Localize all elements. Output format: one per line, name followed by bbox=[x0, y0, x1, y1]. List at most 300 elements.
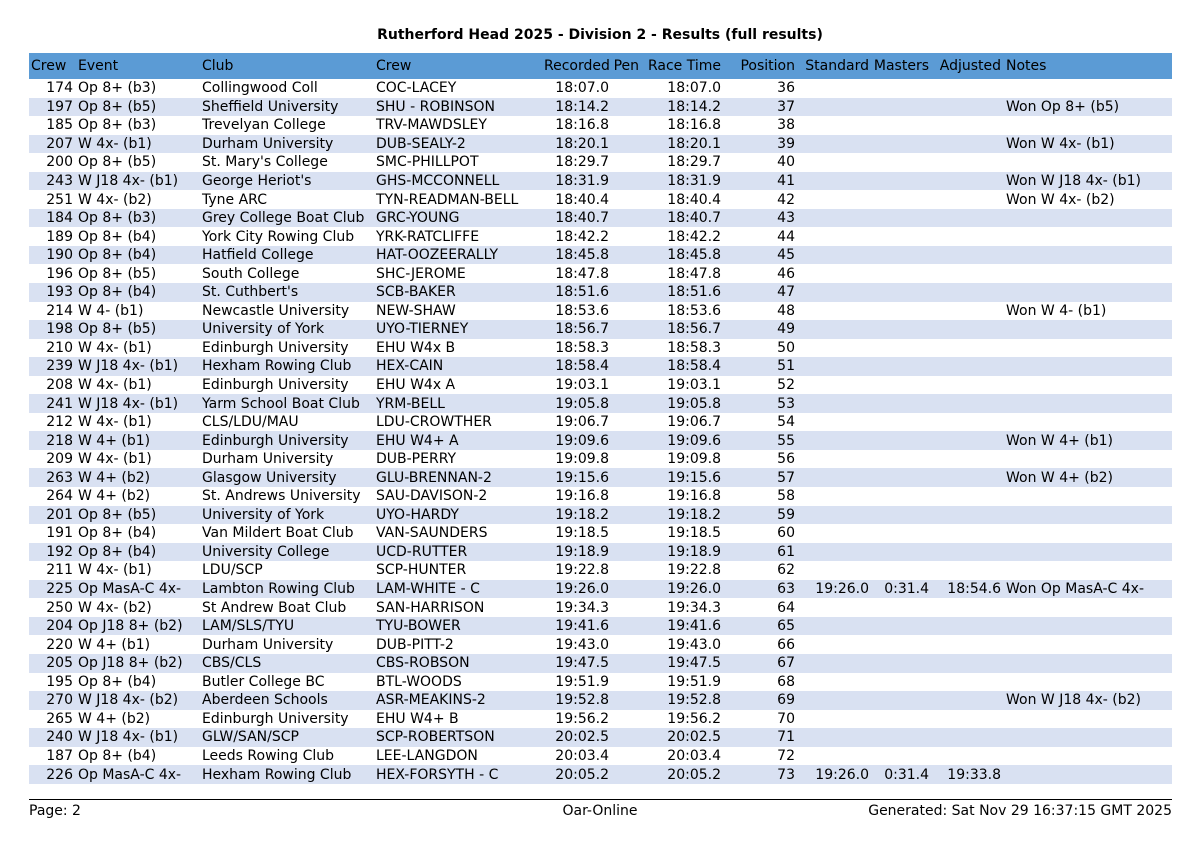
cell-adjusted bbox=[932, 487, 1004, 506]
cell-standard bbox=[798, 728, 872, 747]
cell-penalty bbox=[612, 116, 642, 135]
cell-event: W 4+ (b1) bbox=[76, 431, 200, 450]
cell-masters bbox=[872, 506, 932, 525]
cell-crew-number: 241 bbox=[29, 394, 76, 413]
cell-race-time: 18:45.8 bbox=[642, 246, 724, 265]
page-title: Rutherford Head 2025 - Division 2 - Results (full results) bbox=[377, 27, 823, 43]
table-row bbox=[29, 487, 1172, 506]
cell-standard bbox=[798, 98, 872, 117]
cell-masters bbox=[872, 172, 932, 191]
cell-notes bbox=[1004, 283, 1172, 302]
column-header-race-time[interactable]: Race Time bbox=[642, 53, 724, 79]
cell-masters bbox=[872, 450, 932, 469]
cell-race-time: 19:03.1 bbox=[642, 376, 724, 395]
cell-notes bbox=[1004, 543, 1172, 562]
cell-masters bbox=[872, 431, 932, 450]
cell-masters: 0:31.4 bbox=[872, 580, 932, 599]
cell-notes bbox=[1004, 227, 1172, 246]
cell-crew-name: EHU W4x B bbox=[374, 339, 544, 358]
cell-crew-number: 192 bbox=[29, 543, 76, 562]
cell-notes bbox=[1004, 79, 1172, 98]
cell-race-time: 18:51.6 bbox=[642, 283, 724, 302]
cell-masters bbox=[872, 617, 932, 636]
cell-penalty bbox=[612, 487, 642, 506]
cell-crew-name: ASR-MEAKINS-2 bbox=[374, 691, 544, 710]
column-header-crew-number[interactable]: Crew bbox=[29, 53, 76, 79]
cell-event: Op 8+ (b4) bbox=[76, 246, 200, 265]
cell-standard bbox=[798, 487, 872, 506]
cell-recorded: 19:06.7 bbox=[544, 413, 612, 432]
cell-race-time: 20:02.5 bbox=[642, 728, 724, 747]
cell-notes bbox=[1004, 710, 1172, 729]
cell-notes bbox=[1004, 506, 1172, 525]
table-row bbox=[29, 635, 1172, 654]
cell-crew-number: 174 bbox=[29, 79, 76, 98]
cell-standard bbox=[798, 635, 872, 654]
cell-standard bbox=[798, 394, 872, 413]
cell-recorded: 18:40.4 bbox=[544, 190, 612, 209]
cell-race-time: 18:47.8 bbox=[642, 264, 724, 283]
cell-crew-number: 187 bbox=[29, 747, 76, 766]
table-row bbox=[29, 543, 1172, 562]
cell-adjusted bbox=[932, 246, 1004, 265]
cell-race-time: 19:18.2 bbox=[642, 506, 724, 525]
cell-adjusted bbox=[932, 98, 1004, 117]
cell-crew-number: 265 bbox=[29, 710, 76, 729]
cell-position: 38 bbox=[724, 116, 798, 135]
cell-penalty bbox=[612, 172, 642, 191]
cell-event: Op 8+ (b3) bbox=[76, 79, 200, 98]
cell-club: Leeds Rowing Club bbox=[200, 747, 374, 766]
cell-penalty bbox=[612, 376, 642, 395]
cell-position: 36 bbox=[724, 79, 798, 98]
cell-recorded: 19:09.8 bbox=[544, 450, 612, 469]
cell-position: 37 bbox=[724, 98, 798, 117]
cell-event: W J18 4x- (b1) bbox=[76, 172, 200, 191]
cell-adjusted bbox=[932, 209, 1004, 228]
cell-masters bbox=[872, 98, 932, 117]
cell-masters bbox=[872, 135, 932, 154]
cell-standard: 19:26.0 bbox=[798, 580, 872, 599]
cell-race-time: 20:03.4 bbox=[642, 747, 724, 766]
cell-recorded: 18:07.0 bbox=[544, 79, 612, 98]
cell-notes bbox=[1004, 561, 1172, 580]
cell-event: Op 8+ (b3) bbox=[76, 116, 200, 135]
cell-event: W 4+ (b1) bbox=[76, 635, 200, 654]
cell-club: Durham University bbox=[200, 635, 374, 654]
column-header-event[interactable]: Event bbox=[76, 53, 200, 79]
cell-position: 39 bbox=[724, 135, 798, 154]
cell-masters bbox=[872, 264, 932, 283]
cell-notes bbox=[1004, 747, 1172, 766]
cell-standard bbox=[798, 506, 872, 525]
cell-club: Trevelyan College bbox=[200, 116, 374, 135]
cell-notes bbox=[1004, 635, 1172, 654]
cell-position: 63 bbox=[724, 580, 798, 599]
table-row bbox=[29, 654, 1172, 673]
cell-adjusted bbox=[932, 135, 1004, 154]
footer-source: Oar-Online bbox=[562, 803, 638, 819]
cell-penalty bbox=[612, 98, 642, 117]
cell-crew-name: SHU - ROBINSON bbox=[374, 98, 544, 117]
cell-club: GLW/SAN/SCP bbox=[200, 728, 374, 747]
cell-adjusted bbox=[932, 524, 1004, 543]
table-row bbox=[29, 264, 1172, 283]
table-row bbox=[29, 227, 1172, 246]
cell-standard bbox=[798, 543, 872, 562]
cell-crew-name: CBS-ROBSON bbox=[374, 654, 544, 673]
cell-crew-name: UYO-TIERNEY bbox=[374, 320, 544, 339]
page-number: Page: 2 bbox=[29, 803, 81, 819]
cell-notes bbox=[1004, 320, 1172, 339]
cell-masters bbox=[872, 691, 932, 710]
cell-event: Op 8+ (b5) bbox=[76, 153, 200, 172]
column-header-position[interactable]: Position bbox=[724, 53, 798, 79]
cell-masters bbox=[872, 190, 932, 209]
cell-adjusted bbox=[932, 227, 1004, 246]
cell-crew-number: 225 bbox=[29, 580, 76, 599]
cell-notes bbox=[1004, 524, 1172, 543]
cell-adjusted bbox=[932, 320, 1004, 339]
cell-adjusted bbox=[932, 116, 1004, 135]
cell-recorded: 19:18.9 bbox=[544, 543, 612, 562]
cell-standard bbox=[798, 190, 872, 209]
cell-event: W J18 4x- (b1) bbox=[76, 728, 200, 747]
cell-masters bbox=[872, 710, 932, 729]
cell-club: Edinburgh University bbox=[200, 376, 374, 395]
cell-notes bbox=[1004, 450, 1172, 469]
cell-masters bbox=[872, 413, 932, 432]
cell-crew-name: EHU W4+ A bbox=[374, 431, 544, 450]
cell-crew-name: TRV-MAWDSLEY bbox=[374, 116, 544, 135]
cell-crew-number: 185 bbox=[29, 116, 76, 135]
cell-recorded: 19:03.1 bbox=[544, 376, 612, 395]
cell-adjusted bbox=[932, 654, 1004, 673]
cell-event: W J18 4x- (b1) bbox=[76, 394, 200, 413]
cell-recorded: 19:41.6 bbox=[544, 617, 612, 636]
cell-crew-number: 191 bbox=[29, 524, 76, 543]
cell-adjusted bbox=[932, 691, 1004, 710]
cell-club: Lambton Rowing Club bbox=[200, 580, 374, 599]
cell-crew-number: 226 bbox=[29, 765, 76, 784]
cell-race-time: 18:53.6 bbox=[642, 302, 724, 321]
cell-standard bbox=[798, 431, 872, 450]
cell-crew-number: 243 bbox=[29, 172, 76, 191]
cell-adjusted bbox=[932, 617, 1004, 636]
cell-club: St. Mary's College bbox=[200, 153, 374, 172]
cell-race-time: 19:47.5 bbox=[642, 654, 724, 673]
table-row bbox=[29, 506, 1172, 525]
cell-penalty bbox=[612, 580, 642, 599]
cell-event: Op 8+ (b3) bbox=[76, 209, 200, 228]
cell-race-time: 18:42.2 bbox=[642, 227, 724, 246]
cell-club: Tyne ARC bbox=[200, 190, 374, 209]
cell-crew-number: 193 bbox=[29, 283, 76, 302]
table-row bbox=[29, 468, 1172, 487]
cell-crew-number: 220 bbox=[29, 635, 76, 654]
cell-crew-name: HAT-OOZEERALLY bbox=[374, 246, 544, 265]
cell-event: W 4x- (b1) bbox=[76, 450, 200, 469]
cell-adjusted bbox=[932, 357, 1004, 376]
cell-crew-name: TYN-READMAN-BELL bbox=[374, 190, 544, 209]
cell-recorded: 18:29.7 bbox=[544, 153, 612, 172]
table-row bbox=[29, 153, 1172, 172]
table-row bbox=[29, 617, 1172, 636]
cell-club: York City Rowing Club bbox=[200, 227, 374, 246]
cell-crew-name: EHU W4+ B bbox=[374, 710, 544, 729]
cell-club: Durham University bbox=[200, 450, 374, 469]
cell-club: Hexham Rowing Club bbox=[200, 357, 374, 376]
cell-position: 44 bbox=[724, 227, 798, 246]
cell-event: W 4x- (b1) bbox=[76, 376, 200, 395]
cell-penalty bbox=[612, 506, 642, 525]
cell-notes bbox=[1004, 765, 1172, 784]
cell-position: 55 bbox=[724, 431, 798, 450]
cell-standard bbox=[798, 468, 872, 487]
column-header-masters[interactable]: Masters bbox=[872, 53, 932, 79]
cell-standard bbox=[798, 227, 872, 246]
cell-adjusted bbox=[932, 635, 1004, 654]
cell-notes: Won Op MasA-C 4x- bbox=[1004, 580, 1172, 599]
cell-penalty bbox=[612, 635, 642, 654]
cell-adjusted bbox=[932, 302, 1004, 321]
cell-masters bbox=[872, 673, 932, 692]
cell-race-time: 18:58.4 bbox=[642, 357, 724, 376]
cell-position: 50 bbox=[724, 339, 798, 358]
cell-position: 49 bbox=[724, 320, 798, 339]
cell-penalty bbox=[612, 431, 642, 450]
cell-penalty bbox=[612, 264, 642, 283]
cell-race-time: 19:15.6 bbox=[642, 468, 724, 487]
cell-crew-name: UYO-HARDY bbox=[374, 506, 544, 525]
table-row bbox=[29, 728, 1172, 747]
cell-standard bbox=[798, 598, 872, 617]
column-header-standard[interactable]: Standard bbox=[798, 53, 872, 79]
cell-club: Hatfield College bbox=[200, 246, 374, 265]
cell-recorded: 18:45.8 bbox=[544, 246, 612, 265]
cell-position: 66 bbox=[724, 635, 798, 654]
cell-penalty bbox=[612, 524, 642, 543]
cell-event: Op 8+ (b4) bbox=[76, 283, 200, 302]
cell-adjusted bbox=[932, 468, 1004, 487]
cell-notes bbox=[1004, 413, 1172, 432]
cell-masters bbox=[872, 561, 932, 580]
cell-recorded: 18:58.3 bbox=[544, 339, 612, 358]
cell-race-time: 18:40.7 bbox=[642, 209, 724, 228]
column-header-adjusted[interactable]: Adjusted bbox=[932, 53, 1004, 79]
cell-masters bbox=[872, 635, 932, 654]
cell-penalty bbox=[612, 394, 642, 413]
cell-club: University College bbox=[200, 543, 374, 562]
cell-masters bbox=[872, 728, 932, 747]
cell-crew-name: NEW-SHAW bbox=[374, 302, 544, 321]
cell-event: Op 8+ (b4) bbox=[76, 524, 200, 543]
cell-event: Op 8+ (b5) bbox=[76, 264, 200, 283]
cell-penalty bbox=[612, 209, 642, 228]
cell-adjusted bbox=[932, 153, 1004, 172]
cell-event: W 4x- (b2) bbox=[76, 598, 200, 617]
cell-penalty bbox=[612, 468, 642, 487]
cell-crew-name: SHC-JEROME bbox=[374, 264, 544, 283]
cell-event: Op 8+ (b4) bbox=[76, 227, 200, 246]
cell-penalty bbox=[612, 543, 642, 562]
column-header-penalty[interactable]: Pen bbox=[612, 53, 642, 79]
table-row bbox=[29, 431, 1172, 450]
cell-penalty bbox=[612, 561, 642, 580]
cell-adjusted bbox=[932, 431, 1004, 450]
table-row bbox=[29, 580, 1172, 599]
cell-notes: Won W J18 4x- (b1) bbox=[1004, 172, 1172, 191]
cell-recorded: 19:09.6 bbox=[544, 431, 612, 450]
cell-notes: Won W 4x- (b1) bbox=[1004, 135, 1172, 154]
cell-crew-number: 210 bbox=[29, 339, 76, 358]
cell-standard bbox=[798, 673, 872, 692]
cell-notes: Won W J18 4x- (b2) bbox=[1004, 691, 1172, 710]
cell-recorded: 18:47.8 bbox=[544, 264, 612, 283]
cell-club: CBS/CLS bbox=[200, 654, 374, 673]
cell-crew-number: 250 bbox=[29, 598, 76, 617]
table-row bbox=[29, 246, 1172, 265]
cell-position: 54 bbox=[724, 413, 798, 432]
cell-position: 59 bbox=[724, 506, 798, 525]
cell-notes bbox=[1004, 246, 1172, 265]
cell-event: W 4+ (b2) bbox=[76, 487, 200, 506]
cell-penalty bbox=[612, 654, 642, 673]
cell-club: St. Cuthbert's bbox=[200, 283, 374, 302]
cell-crew-number: 211 bbox=[29, 561, 76, 580]
cell-crew-number: 218 bbox=[29, 431, 76, 450]
cell-race-time: 19:18.9 bbox=[642, 543, 724, 562]
cell-masters bbox=[872, 487, 932, 506]
cell-standard bbox=[798, 172, 872, 191]
cell-club: Aberdeen Schools bbox=[200, 691, 374, 710]
cell-penalty bbox=[612, 617, 642, 636]
cell-club: Van Mildert Boat Club bbox=[200, 524, 374, 543]
cell-event: W 4x- (b1) bbox=[76, 135, 200, 154]
cell-standard bbox=[798, 283, 872, 302]
cell-masters bbox=[872, 116, 932, 135]
cell-standard bbox=[798, 116, 872, 135]
cell-adjusted bbox=[932, 264, 1004, 283]
cell-race-time: 19:41.6 bbox=[642, 617, 724, 636]
cell-crew-number: 214 bbox=[29, 302, 76, 321]
column-header-crew-name[interactable]: Crew bbox=[374, 53, 544, 79]
cell-club: St Andrew Boat Club bbox=[200, 598, 374, 617]
cell-event: Op MasA-C 4x- bbox=[76, 765, 200, 784]
cell-race-time: 18:29.7 bbox=[642, 153, 724, 172]
cell-crew-number: 195 bbox=[29, 673, 76, 692]
cell-crew-name: HEX-CAIN bbox=[374, 357, 544, 376]
cell-notes bbox=[1004, 617, 1172, 636]
cell-masters bbox=[872, 302, 932, 321]
cell-crew-name: HEX-FORSYTH - C bbox=[374, 765, 544, 784]
cell-masters bbox=[872, 79, 932, 98]
cell-recorded: 18:42.2 bbox=[544, 227, 612, 246]
cell-club: Sheffield University bbox=[200, 98, 374, 117]
cell-recorded: 19:43.0 bbox=[544, 635, 612, 654]
cell-crew-number: 251 bbox=[29, 190, 76, 209]
cell-standard bbox=[798, 209, 872, 228]
cell-crew-number: 264 bbox=[29, 487, 76, 506]
cell-event: W 4x- (b1) bbox=[76, 413, 200, 432]
cell-adjusted bbox=[932, 413, 1004, 432]
cell-race-time: 19:26.0 bbox=[642, 580, 724, 599]
cell-position: 41 bbox=[724, 172, 798, 191]
table-row bbox=[29, 135, 1172, 154]
cell-crew-number: 240 bbox=[29, 728, 76, 747]
column-header-club[interactable]: Club bbox=[200, 53, 374, 79]
cell-position: 52 bbox=[724, 376, 798, 395]
cell-notes bbox=[1004, 654, 1172, 673]
cell-recorded: 19:18.2 bbox=[544, 506, 612, 525]
cell-penalty bbox=[612, 765, 642, 784]
cell-adjusted bbox=[932, 561, 1004, 580]
cell-masters: 0:31.4 bbox=[872, 765, 932, 784]
cell-standard bbox=[798, 246, 872, 265]
cell-crew-name: VAN-SAUNDERS bbox=[374, 524, 544, 543]
cell-position: 71 bbox=[724, 728, 798, 747]
cell-club: Edinburgh University bbox=[200, 339, 374, 358]
cell-club: University of York bbox=[200, 320, 374, 339]
cell-adjusted: 18:54.6 bbox=[932, 580, 1004, 599]
cell-recorded: 19:15.6 bbox=[544, 468, 612, 487]
table-row bbox=[29, 598, 1172, 617]
cell-standard bbox=[798, 339, 872, 358]
cell-crew-name: LEE-LANGDON bbox=[374, 747, 544, 766]
cell-notes bbox=[1004, 339, 1172, 358]
cell-notes bbox=[1004, 153, 1172, 172]
cell-crew-name: SAN-HARRISON bbox=[374, 598, 544, 617]
cell-masters bbox=[872, 283, 932, 302]
cell-race-time: 19:06.7 bbox=[642, 413, 724, 432]
column-header-recorded[interactable]: Recorded bbox=[544, 53, 612, 79]
cell-event: Op J18 8+ (b2) bbox=[76, 617, 200, 636]
cell-notes bbox=[1004, 116, 1172, 135]
cell-penalty bbox=[612, 135, 642, 154]
cell-crew-name: DUB-PERRY bbox=[374, 450, 544, 469]
cell-masters bbox=[872, 153, 932, 172]
cell-crew-name: GRC-YOUNG bbox=[374, 209, 544, 228]
cell-crew-name: SAU-DAVISON-2 bbox=[374, 487, 544, 506]
cell-masters bbox=[872, 654, 932, 673]
cell-club: Collingwood Coll bbox=[200, 79, 374, 98]
cell-position: 45 bbox=[724, 246, 798, 265]
cell-recorded: 19:52.8 bbox=[544, 691, 612, 710]
cell-standard bbox=[798, 153, 872, 172]
cell-race-time: 19:43.0 bbox=[642, 635, 724, 654]
cell-race-time: 19:09.6 bbox=[642, 431, 724, 450]
cell-race-time: 19:56.2 bbox=[642, 710, 724, 729]
cell-adjusted bbox=[932, 598, 1004, 617]
cell-race-time: 19:16.8 bbox=[642, 487, 724, 506]
cell-penalty bbox=[612, 190, 642, 209]
cell-event: Op 8+ (b4) bbox=[76, 673, 200, 692]
generated-timestamp: Generated: Sat Nov 29 16:37:15 GMT 2025 bbox=[868, 803, 1172, 819]
cell-penalty bbox=[612, 673, 642, 692]
cell-position: 57 bbox=[724, 468, 798, 487]
cell-adjusted bbox=[932, 450, 1004, 469]
cell-penalty bbox=[612, 691, 642, 710]
column-header-notes[interactable]: Notes bbox=[1004, 53, 1172, 79]
results-body bbox=[29, 79, 1172, 784]
cell-adjusted bbox=[932, 190, 1004, 209]
cell-crew-name: LAM-WHITE - C bbox=[374, 580, 544, 599]
cell-recorded: 20:02.5 bbox=[544, 728, 612, 747]
table-row bbox=[29, 320, 1172, 339]
cell-crew-name: SCP-HUNTER bbox=[374, 561, 544, 580]
cell-standard bbox=[798, 376, 872, 395]
cell-crew-number: 207 bbox=[29, 135, 76, 154]
